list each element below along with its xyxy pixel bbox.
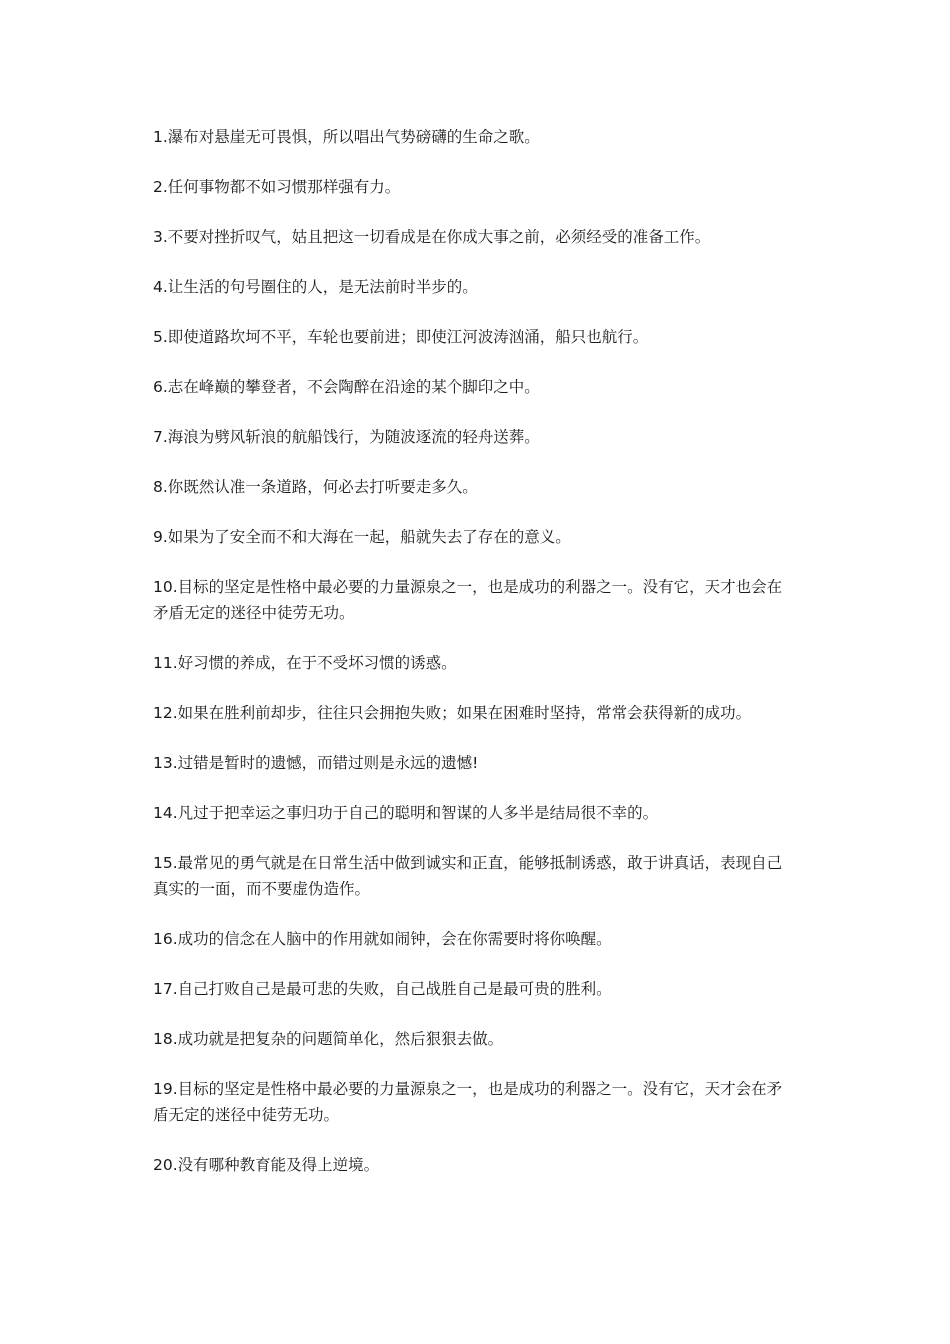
quote-list bbox=[153, 124, 793, 1202]
quote-item: 12.如果在胜利前却步，往往只会拥抱失败；如果在困难时坚持，常常会获得新的成功。 bbox=[153, 704, 752, 722]
quote-item: 4.让生活的句号圈住的人，是无法前时半步的。 bbox=[153, 278, 478, 296]
quote-item: 3.不要对挫折叹气，姑且把这一切看成是在你成大事之前，必须经受的准备工作。 bbox=[153, 228, 711, 246]
quote-item: 2.任何事物都不如习惯那样强有力。 bbox=[153, 178, 401, 196]
quote-item: 7.海浪为劈风斩浪的航船饯行，为随波逐流的轻舟送葬。 bbox=[153, 428, 540, 446]
quote-item: 9.如果为了安全而不和大海在一起，船就失去了存在的意义。 bbox=[153, 528, 571, 546]
quote-item: 13.过错是暂时的遗憾，而错过则是永远的遗憾! bbox=[153, 754, 479, 772]
quote-item: 10.目标的坚定是性格中最必要的力量源泉之一，也是成功的利器之一。没有它，天才也会在矛盾无定的迷径中徒劳无功。 bbox=[153, 578, 783, 622]
quote-item: 15.最常见的勇气就是在日常生活中做到诚实和正直，能够抵制诱惑，敢于讲真话，表现自己真实的一面，而不要虚伪造作。 bbox=[153, 854, 783, 898]
quote-item: 5.即使道路坎坷不平，车轮也要前进；即使江河波涛汹涌，船只也航行。 bbox=[153, 328, 649, 346]
quote-item: 1.瀑布对悬崖无可畏惧，所以唱出气势磅礴的生命之歌。 bbox=[153, 128, 540, 146]
quote-item: 18.成功就是把复杂的问题简单化，然后狠狠去做。 bbox=[153, 1030, 504, 1048]
quote-item: 17.自己打败自己是最可悲的失败，自己战胜自己是最可贵的胜利。 bbox=[153, 980, 612, 998]
quote-item: 6.志在峰巅的攀登者，不会陶醉在沿途的某个脚印之中。 bbox=[153, 378, 540, 396]
quote-item: 19.目标的坚定是性格中最必要的力量源泉之一，也是成功的利器之一。没有它，天才会在矛盾无定的迷径中徒劳无功。 bbox=[153, 1080, 783, 1124]
quote-item: 20.没有哪种教育能及得上逆境。 bbox=[153, 1156, 380, 1174]
quote-item: 16.成功的信念在人脑中的作用就如闹钟，会在你需要时将你唤醒。 bbox=[153, 930, 612, 948]
quote-item: 8.你既然认准一条道路，何必去打听要走多久。 bbox=[153, 478, 478, 496]
quote-item: 11.好习惯的养成，在于不受坏习惯的诱惑。 bbox=[153, 654, 457, 672]
quote-item: 14.凡过于把幸运之事归功于自己的聪明和智谋的人多半是结局很不幸的。 bbox=[153, 804, 659, 822]
